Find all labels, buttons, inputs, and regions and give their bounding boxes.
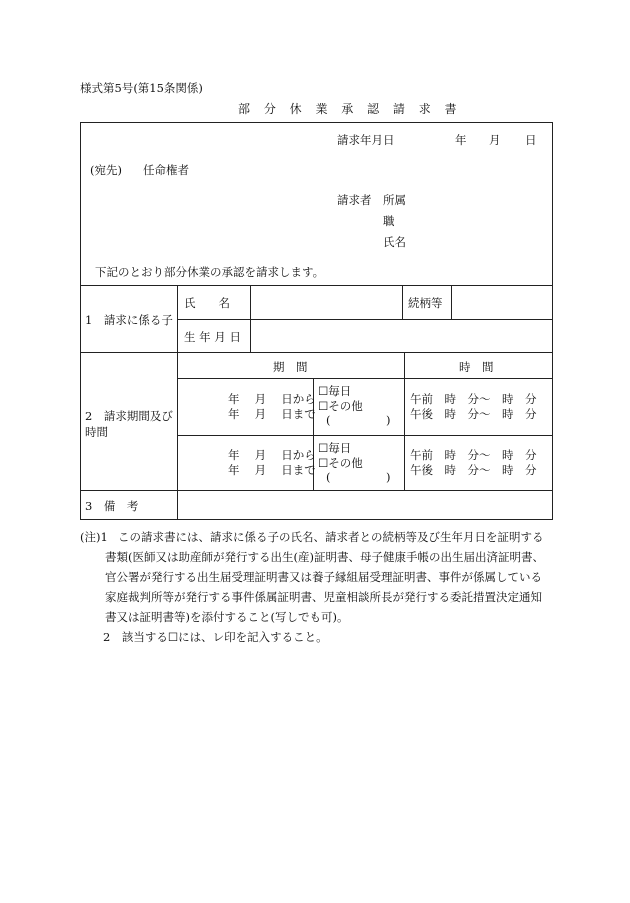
child-name-label: 氏 名 (184, 296, 230, 310)
section2-label-2: 時間 (85, 425, 108, 439)
rule-name-column (250, 285, 251, 352)
date-month: 月 (489, 133, 501, 147)
section2-label: 2 請求期間及び (85, 409, 173, 423)
period-to: 年 月 日まで (228, 463, 316, 477)
requester-label: 請求者 (337, 193, 372, 207)
rule-name-bottom (177, 319, 553, 320)
section1-label: 1 請求に係る子 (85, 313, 173, 327)
rule-section2-bottom (80, 490, 553, 491)
addressee: 任命権者 (143, 163, 189, 177)
am-time: 午前 時 分〜 時 分 (410, 448, 537, 462)
note2: 2 該当する☐には、レ印を記入すること。 (103, 630, 328, 644)
rule-time-column (404, 352, 405, 490)
note1-line5: 書又は証明書等)を添付すること(写しでも可)。 (105, 610, 349, 624)
rule-relation-left (402, 285, 403, 319)
relation-label: 続柄等 (408, 296, 443, 310)
check-other: ☐その他 (318, 456, 363, 470)
time-header: 時 間 (459, 360, 494, 374)
form-number: 様式第5号(第15条関係) (80, 81, 203, 95)
pm-time: 午後 時 分〜 時 分 (410, 407, 537, 421)
paren-open: ( (326, 413, 331, 427)
date-day: 日 (525, 133, 537, 147)
note1-line1: この請求書には、請求に係る子の氏名、請求者との続柄等及び生年月日を証明する (118, 530, 544, 544)
check-daily: ☐毎日 (318, 441, 352, 455)
rule-label-column (177, 285, 178, 520)
requester-affiliation: 所属 (383, 193, 406, 207)
request-statement: 下記のとおり部分休業の承認を請求します。 (95, 265, 325, 279)
birthdate-label: 生 年 月 日 (184, 330, 241, 344)
period-to: 年 月 日まで (228, 407, 316, 421)
am-time: 午前 時 分〜 時 分 (410, 392, 537, 406)
date-year: 年 (455, 133, 467, 147)
note-prefix: (注)1 (80, 530, 108, 544)
rule-subheader-bottom (177, 378, 553, 379)
section3-label: 3 備 考 (85, 499, 139, 513)
rule-period-mid (177, 435, 553, 436)
note1-line3: 官公署が発行する出生届受理証明書又は養子縁組届受理証明書、事件が係属している (105, 570, 542, 584)
requester-name: 氏名 (383, 235, 406, 249)
rule-header-bottom (80, 285, 553, 286)
rule-relation-right (451, 285, 452, 319)
page-title: 部 分 休 業 承 認 請 求 書 (238, 102, 462, 116)
paren-close: ) (386, 470, 391, 484)
rule-section1-bottom (80, 352, 553, 353)
check-other: ☐その他 (318, 399, 363, 413)
pm-time: 午後 時 分〜 時 分 (410, 463, 537, 477)
date-label: 請求年月日 (337, 133, 395, 147)
requester-position: 職 (383, 214, 395, 228)
addressee-label: (宛先) (90, 163, 122, 177)
paren-close: ) (386, 413, 391, 427)
period-from: 年 月 日から (228, 392, 316, 406)
check-daily: ☐毎日 (318, 384, 352, 398)
period-from: 年 月 日から (228, 448, 316, 462)
period-header: 期 間 (273, 360, 308, 374)
note1-line2: 書類(医師又は助産師が発行する出生(産)証明書、母子健康手帳の出生届出済証明書、 (105, 550, 544, 564)
paren-open: ( (326, 470, 331, 484)
note1-line4: 家庭裁判所等が発行する事件係属証明書、児童相談所長が発行する委託措置決定通知 (105, 590, 542, 604)
